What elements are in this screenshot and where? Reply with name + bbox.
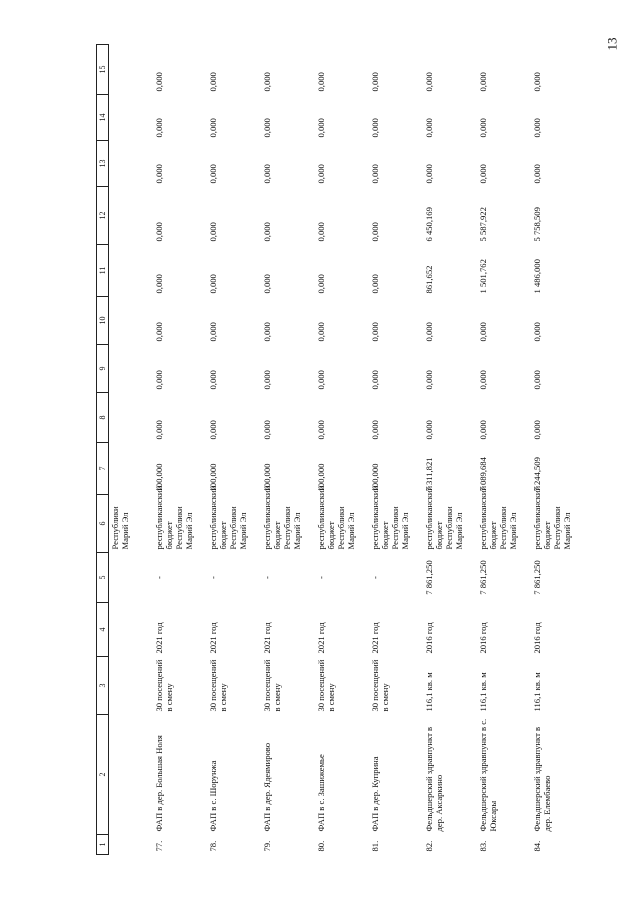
value-col-14: 0,000 xyxy=(316,118,327,138)
capacity: 116,1 кв. м xyxy=(532,672,543,712)
estimated-cost: - xyxy=(316,576,327,579)
value-col-8: 0,000 xyxy=(316,420,327,440)
value-col-11: 0,000 xyxy=(316,274,327,294)
estimated-cost: 7 861,250 xyxy=(532,560,543,595)
table-row xyxy=(369,45,423,855)
value-col-13: 0,000 xyxy=(478,164,489,184)
value-col-8: 0,000 xyxy=(532,420,543,440)
capacity: 30 посещений в смену xyxy=(316,659,337,712)
page-number: 13 xyxy=(604,37,620,51)
header-row xyxy=(97,45,109,855)
table-row xyxy=(423,45,477,855)
object-name: ФАП в дер. Большая Ноля xyxy=(154,735,165,832)
value-col-12: 5 587,922 xyxy=(478,207,489,242)
row-number: 81. xyxy=(370,840,381,852)
value-col-9: 0,000 xyxy=(262,370,273,390)
column-header: 4 xyxy=(97,603,109,657)
value-col-11: 0,000 xyxy=(370,274,381,294)
row-number: 77. xyxy=(154,840,165,852)
column-header: 3 xyxy=(97,657,109,715)
object-name: ФАП в дер. Куприна xyxy=(370,756,381,832)
value-col-15: 0,000 xyxy=(262,72,273,92)
total-value: 100,000 xyxy=(262,463,273,492)
total-value: 7 089,684 xyxy=(478,457,489,492)
value-col-11: 861,652 xyxy=(424,265,435,294)
column-header: 9 xyxy=(97,345,109,393)
total-value: 7 244,509 xyxy=(532,457,543,492)
total-value: 100,000 xyxy=(316,463,327,492)
value-col-15: 0,000 xyxy=(154,72,165,92)
column-header: 11 xyxy=(97,245,109,297)
estimated-cost: 7 861,250 xyxy=(478,560,489,595)
object-name: Фельдшерский здравпункт в с. Юксары xyxy=(478,718,499,832)
estimated-cost: - xyxy=(262,576,273,579)
capacity: 30 посещений в смену xyxy=(208,659,229,712)
column-header: 1 xyxy=(97,835,109,855)
value-col-11: 0,000 xyxy=(154,274,165,294)
source-cell: Республики Марий Эл xyxy=(110,506,131,550)
value-col-11: 0,000 xyxy=(208,274,219,294)
capacity: 30 посещений в смену xyxy=(154,659,175,712)
value-col-12: 0,000 xyxy=(262,222,273,242)
value-col-13: 0,000 xyxy=(532,164,543,184)
estimated-cost: - xyxy=(154,576,165,579)
column-header: 7 xyxy=(97,443,109,495)
object-name: Фельдшерский здравпункт в дер. Елембаево xyxy=(532,726,553,832)
value-col-15: 0,000 xyxy=(316,72,327,92)
value-col-10: 0,000 xyxy=(208,322,219,342)
funding-source: республиканский бюджет Республики Марий Эл xyxy=(262,485,302,550)
value-col-11: 0,000 xyxy=(262,274,273,294)
value-col-9: 0,000 xyxy=(478,370,489,390)
column-header: 12 xyxy=(97,187,109,245)
capacity: 116,1 кв. м xyxy=(424,672,435,712)
table-row xyxy=(477,45,531,855)
value-col-12: 6 450,169 xyxy=(424,207,435,242)
value-col-9: 0,000 xyxy=(424,370,435,390)
value-col-12: 0,000 xyxy=(370,222,381,242)
total-value: 7 311,821 xyxy=(424,457,435,492)
value-col-10: 0,000 xyxy=(424,322,435,342)
value-col-9: 0,000 xyxy=(208,370,219,390)
table-row xyxy=(531,45,585,855)
year: 2021 год xyxy=(208,622,219,654)
year: 2016 год xyxy=(478,622,489,654)
capacity: 30 посещений в смену xyxy=(262,659,283,712)
value-col-11: 1 501,762 xyxy=(478,259,489,294)
column-header: 13 xyxy=(97,141,109,187)
value-col-13: 0,000 xyxy=(154,164,165,184)
row-number: 82. xyxy=(424,840,435,852)
funding-source: республиканский бюджет Республики Марий Эл xyxy=(532,485,572,550)
value-col-9: 0,000 xyxy=(316,370,327,390)
value-col-15: 0,000 xyxy=(424,72,435,92)
table-row xyxy=(207,45,261,855)
value-col-14: 0,000 xyxy=(262,118,273,138)
estimated-cost: - xyxy=(208,576,219,579)
value-col-14: 0,000 xyxy=(478,118,489,138)
value-col-8: 0,000 xyxy=(424,420,435,440)
column-header: 6 xyxy=(97,495,109,553)
estimated-cost: 7 861,250 xyxy=(424,560,435,595)
total-value: 100,000 xyxy=(208,463,219,492)
value-col-12: 0,000 xyxy=(316,222,327,242)
investment-table xyxy=(96,44,585,855)
column-header: 10 xyxy=(97,297,109,345)
table-wrap xyxy=(96,45,586,855)
year: 2021 год xyxy=(154,622,165,654)
row-number: 80. xyxy=(316,840,327,852)
funding-source: республиканский бюджет Республики Марий Эл xyxy=(208,485,248,550)
value-col-13: 0,000 xyxy=(316,164,327,184)
value-col-14: 0,000 xyxy=(424,118,435,138)
value-col-10: 0,000 xyxy=(370,322,381,342)
value-col-15: 0,000 xyxy=(532,72,543,92)
table-row xyxy=(261,45,315,855)
value-col-10: 0,000 xyxy=(316,322,327,342)
table-row xyxy=(153,45,207,855)
value-col-8: 0,000 xyxy=(478,420,489,440)
continuation-row xyxy=(109,45,154,855)
year: 2021 год xyxy=(316,622,327,654)
value-col-11: 1 486,000 xyxy=(532,259,543,294)
estimated-cost: - xyxy=(370,576,381,579)
value-col-14: 0,000 xyxy=(154,118,165,138)
value-col-13: 0,000 xyxy=(262,164,273,184)
row-number: 84. xyxy=(532,840,543,852)
capacity: 116,1 кв. м xyxy=(478,672,489,712)
value-col-13: 0,000 xyxy=(208,164,219,184)
value-col-10: 0,000 xyxy=(154,322,165,342)
value-col-10: 0,000 xyxy=(262,322,273,342)
total-value: 100,000 xyxy=(154,463,165,492)
funding-source: республиканский бюджет Республики Марий Эл xyxy=(424,485,464,550)
table-row xyxy=(315,45,369,855)
object-name: ФАП в с. Зашижемье xyxy=(316,754,327,832)
value-col-14: 0,000 xyxy=(370,118,381,138)
object-name: ФАП в дер. Ядеямирово xyxy=(262,742,273,832)
value-col-13: 0,000 xyxy=(370,164,381,184)
funding-source: республиканский бюджет Республики Марий Эл xyxy=(370,485,410,550)
value-col-9: 0,000 xyxy=(154,370,165,390)
value-col-12: 0,000 xyxy=(154,222,165,242)
value-col-14: 0,000 xyxy=(208,118,219,138)
value-col-9: 0,000 xyxy=(532,370,543,390)
value-col-12: 0,000 xyxy=(208,222,219,242)
value-col-8: 0,000 xyxy=(208,420,219,440)
capacity: 30 посещений в смену xyxy=(370,659,391,712)
value-col-15: 0,000 xyxy=(208,72,219,92)
year: 2016 год xyxy=(532,622,543,654)
funding-source: республиканский бюджет Республики Марий Эл xyxy=(154,485,194,550)
object-name: ФАП в с. Шорунжа xyxy=(208,760,219,832)
year: 2021 год xyxy=(370,622,381,654)
funding-source: республиканский бюджет Республики Марий Эл xyxy=(316,485,356,550)
value-col-8: 0,000 xyxy=(370,420,381,440)
year: 2021 год xyxy=(262,622,273,654)
column-header: 8 xyxy=(97,393,109,443)
row-number: 83. xyxy=(478,840,489,852)
column-header: 5 xyxy=(97,553,109,603)
year: 2016 год xyxy=(424,622,435,654)
value-col-8: 0,000 xyxy=(154,420,165,440)
value-col-10: 0,000 xyxy=(532,322,543,342)
funding-source: республиканский бюджет Республики Марий Эл xyxy=(478,485,518,550)
value-col-12: 5 758,509 xyxy=(532,207,543,242)
value-col-15: 0,000 xyxy=(478,72,489,92)
value-col-10: 0,000 xyxy=(478,322,489,342)
total-value: 100,000 xyxy=(370,463,381,492)
object-name: Фельдшерский здравпункт в дер. Аксаркино xyxy=(424,726,445,832)
value-col-15: 0,000 xyxy=(370,72,381,92)
value-col-9: 0,000 xyxy=(370,370,381,390)
column-header: 15 xyxy=(97,45,109,95)
column-header: 14 xyxy=(97,95,109,141)
value-col-14: 0,000 xyxy=(532,118,543,138)
value-col-13: 0,000 xyxy=(424,164,435,184)
value-col-8: 0,000 xyxy=(262,420,273,440)
row-number: 78. xyxy=(208,840,219,852)
row-number: 79. xyxy=(262,840,273,852)
column-header: 2 xyxy=(97,715,109,835)
